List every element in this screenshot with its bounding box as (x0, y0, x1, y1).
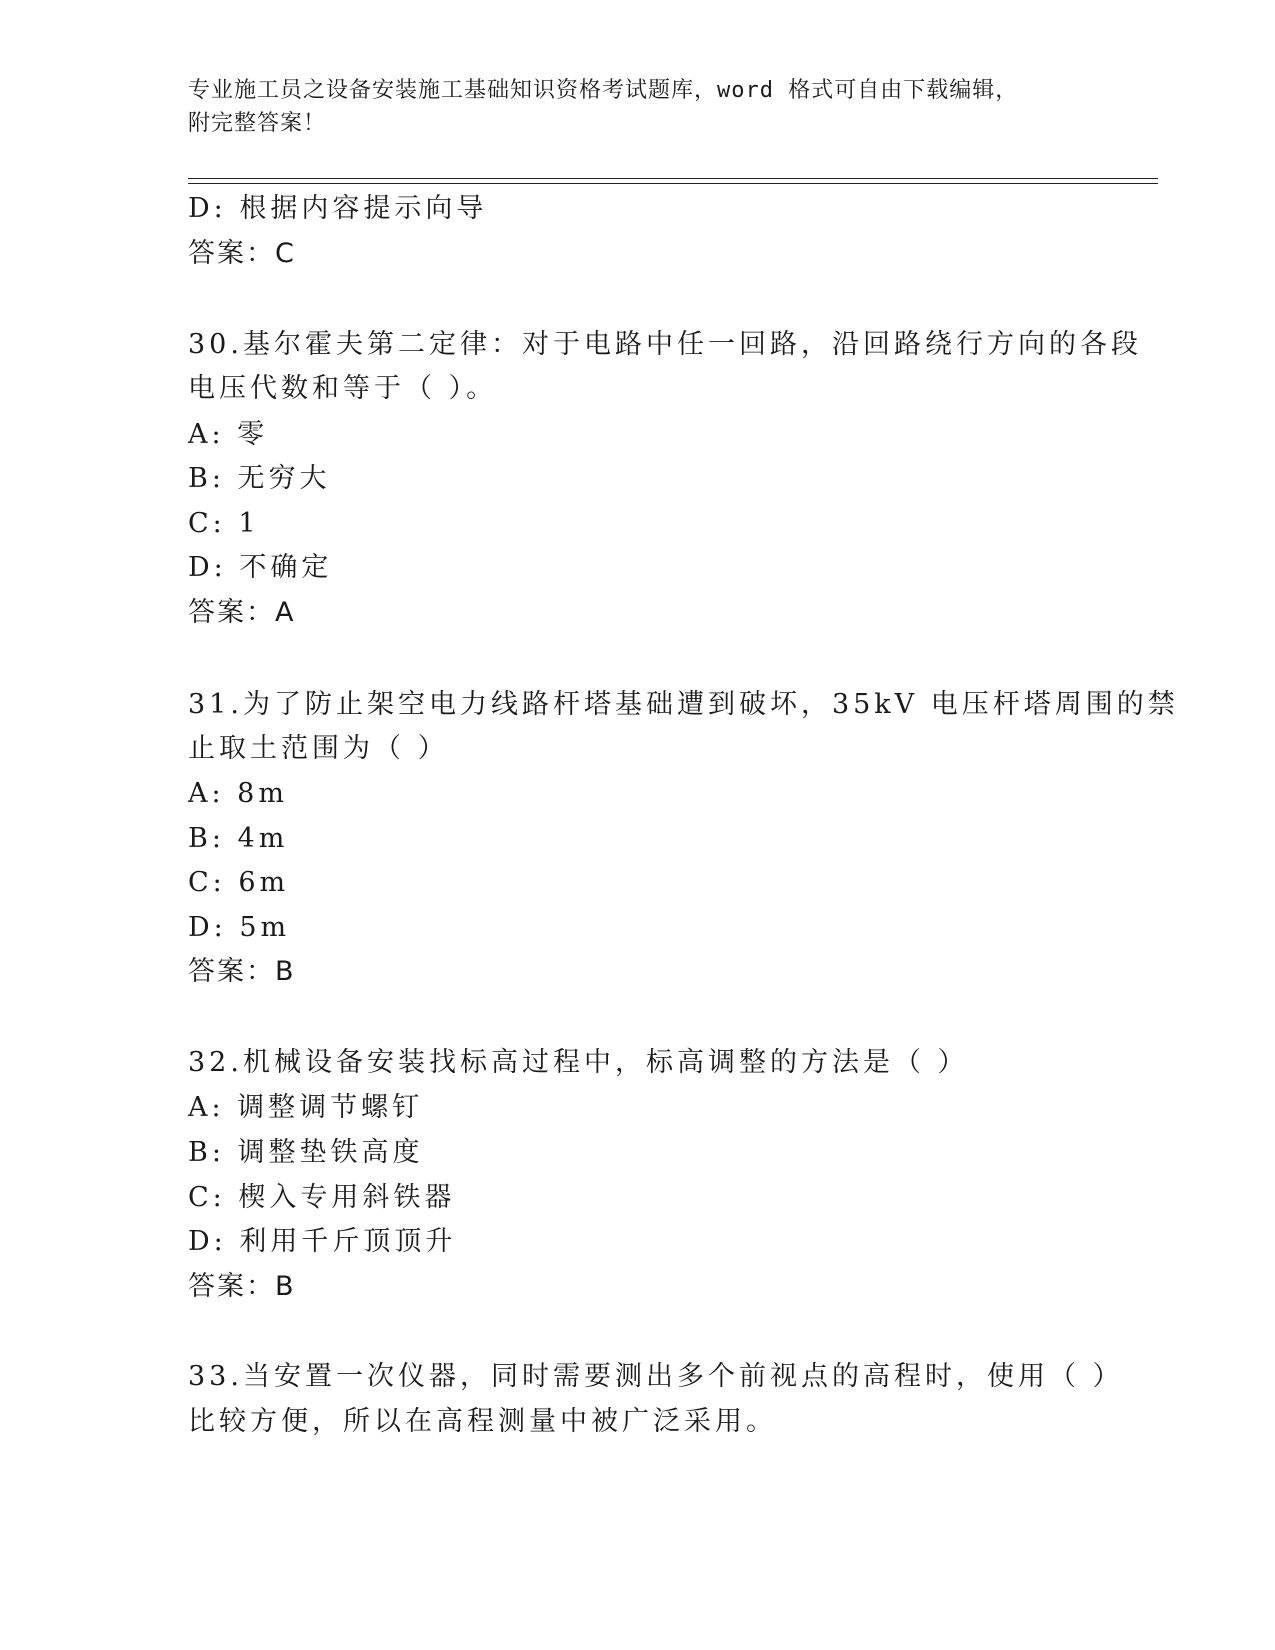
q29-answer: 答案：C (188, 238, 296, 269)
q31-answer: 答案：B (188, 956, 296, 987)
q30-option-c: C: 1 (188, 508, 260, 539)
q30-option-d: D: 不确定 (188, 552, 333, 583)
q32-stem-line-1: 32.机械设备安装找标高过程中，标高调整的方法是（ ） (188, 1047, 969, 1078)
q30-stem-line-1: 30.基尔霍夫第二定律：对于电路中任一回路，沿回路绕行方向的各段 (188, 329, 1142, 360)
header-line-2: 附完整答案！ (188, 111, 327, 136)
q33-stem-line-2: 比较方便，所以在高程测量中被广泛采用。 (188, 1406, 777, 1437)
q31-stem-line-1: 31.为了防止架空电力线路杆塔基础遭到破坏，35kV 电压杆塔周围的禁 (188, 689, 1179, 720)
q31-option-a: A: 8m (188, 778, 288, 809)
q32-option-a: A: 调整调节螺钉 (188, 1092, 424, 1123)
q31-option-d: D: 5m (188, 912, 291, 943)
q31-option-c: C: 6m (188, 867, 290, 898)
header-divider-top (188, 178, 1158, 179)
q32-option-b: B: 调整垫铁高度 (188, 1137, 424, 1168)
q29-option-d: D: 根据内容提示向导 (188, 193, 488, 224)
q33-stem-line-1: 33.当安置一次仪器，同时需要测出多个前视点的高程时，使用（ ） (188, 1361, 1124, 1392)
q31-option-b: B: 4m (188, 823, 289, 854)
q32-option-d: D: 利用千斤顶顶升 (188, 1226, 457, 1257)
q31-stem-line-2: 止取土范围为（ ） (188, 733, 449, 764)
document-header (188, 74, 1088, 140)
q30-stem-line-2: 电压代数和等于（ ）。 (188, 373, 498, 404)
q32-option-c: C: 楔入专用斜铁器 (188, 1182, 456, 1213)
q30-option-a: A: 零 (188, 419, 269, 450)
q30-answer: 答案：A (188, 597, 296, 628)
q32-answer: 答案：B (188, 1271, 296, 1302)
q30-option-b: B: 无穷大 (188, 463, 331, 494)
header-line-1: 专业施工员之设备安装施工基础知识资格考试题库，word 格式可自由下载编辑， (188, 78, 1019, 103)
header-divider-bottom (188, 183, 1158, 184)
